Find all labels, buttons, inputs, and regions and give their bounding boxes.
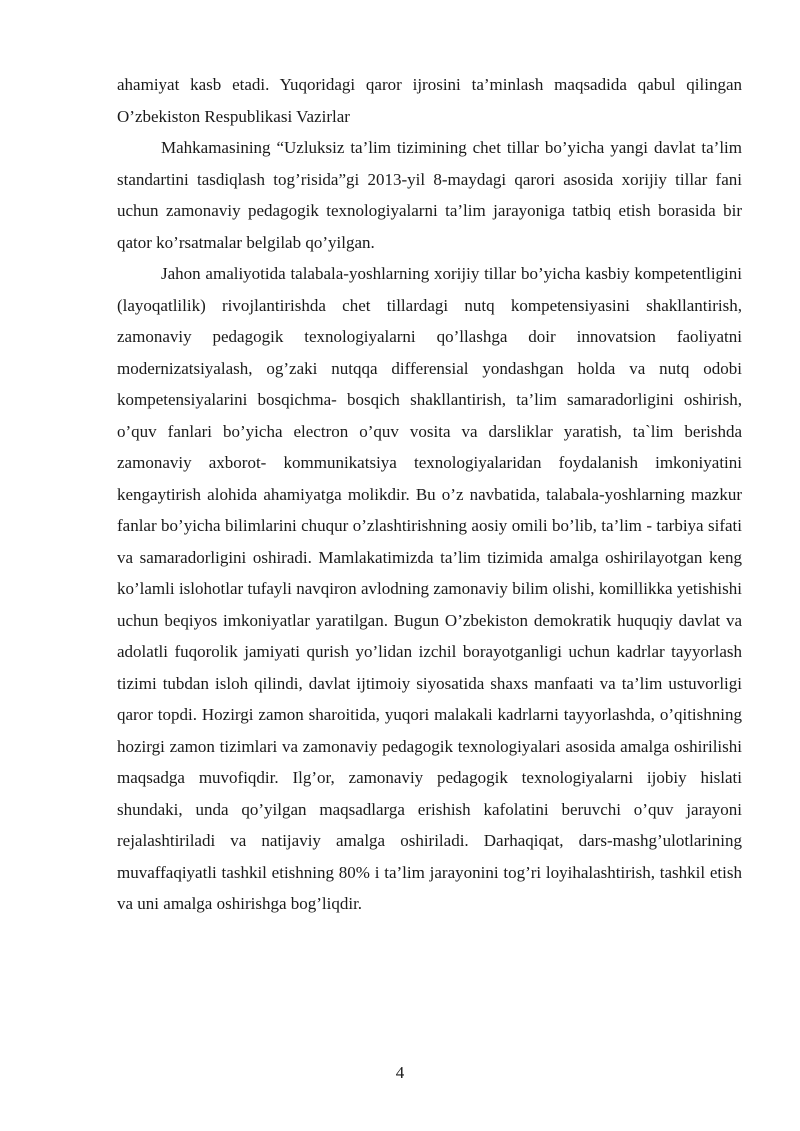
paragraph-decree: Mahkamasining “Uzluksiz ta’lim tizimining chet tillar bo’yicha yangi davlat ta’lim standartini tasdiqlash tog’risida”gi 2013-yil 8-maydagi qarori asosida xorijiy tillar fani uchun zamonaviy pedagogik texnologiyalarni ta’lim jarayoniga tatbiq etish borasida bir qator ko’rsatmalar belgilab qo’yilgan. <box>117 138 742 252</box>
paragraph-continuation: ahamiyat kasb etadi. Yuqoridagi qaror ijrosini ta’minlash maqsadida qabul qilingan O’zbekiston Respublikasi Vazirlar <box>117 75 742 126</box>
paragraph-main: Jahon amaliyotida talabala-yoshlarning xorijiy tillar bo’yicha kasbiy kompetentligini (layoqatlilik) rivojlantirishda chet tillardagi nutq kompetensiyasini shakllantirish, zamonaviy pedagogik texnologiyalarni qo’llashga doir innovatsion faoliyatni modernizatsiyalash, og’zaki nutqqa differensial yondashgan holda va nutq odobi kompetensiyalarini bosqichma- bosqich shakllantirish, ta’lim samaradorligini oshirish, o’quv fanlari bo’yicha electron o’quv vosita va darsliklar yaratish, ta`lim berishda zamonaviy axborot- kommunikatsiya texnologiyalaridan foydalanish imkoniyatini kengaytirish alohida ahamiyatga molikdir. Bu o’z navbatida, talabala-yoshlarning mazkur fanlar bo’yicha bilimlarini chuqur o’zlashtirishning aosiy omili bo’lib, ta’lim - tarbiya sifati va samaradorligini oshiradi. Mamlakatimizda ta’lim tizimida amalga oshirilayotgan keng ko’lamli islohotlar tufayli navqiron avlodning zamonaviy bilim olishi, komillikka yetishishi uchun beqiyos imkoniyatlar yaratilgan. Bugun O’zbekiston demokratik huquqiy davlat va adolatli fuqorolik jamiyati qurish yo’lidan izchil borayotganligi uchun kadrlar tayyorlash tizimi tubdan isloh qilindi, davlat ijtimoiy siyosatida shaxs manfaati va ta’lim ustuvorligi qaror topdi. Hozirgi zamon sharoitida, yuqori malakali kadrlarni tayyorlashda, o’qitishning hozirgi zamon tizimlari va zamonaviy pedagogik texnologiyalari asosida amalga oshirilishi maqsadga muvofiqdir. Ilg’or, zamonaviy pedagogik texnologiyalarni ijobiy hislati shundaki, unda qo’yilgan maqsadlarga erishish kafolatini beruvchi o’quv jarayoni rejalashtiriladi va natijaviy amalga oshiriladi. Darhaqiqat, dars-mashg’ulotlarining muvaffaqiyatli tashkil etishning 80% i ta’lim jarayonini tog’ri loyihalashtirish, tashkil etish va uni amalga oshirishga bog’liqdir. <box>117 264 742 913</box>
document-body <box>117 69 742 920</box>
page-number: 4 <box>395 1063 405 1082</box>
